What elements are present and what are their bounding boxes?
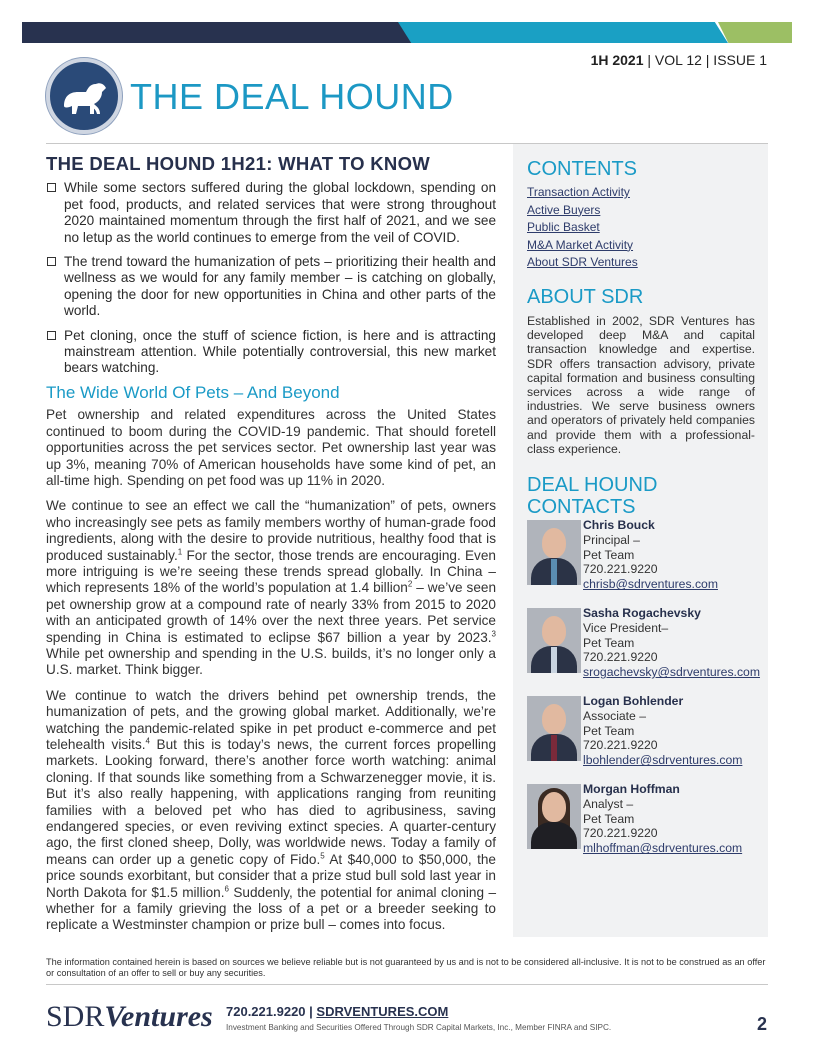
contact-email-link[interactable]: lbohlender@sdrventures.com: [583, 753, 743, 768]
key-points-list: [46, 180, 496, 376]
paragraph-1: Pet ownership and related expenditures across the United States continued to boom during the COVID-19 pandemic. That should foretell opportunities across the pet services sector. Pet ownership last year was up 3%, meaning 70% of American households have some kind of pet, an all-time high. Spending on pet food was up 11% in 2020.: [46, 407, 496, 488]
contents-link-active-buyers[interactable]: Active Buyers: [527, 202, 601, 217]
avatar: [527, 784, 581, 849]
contact-card: Chris Bouck Principal – Pet Team 720.221.9220 chrisb@sdrventures.com: [527, 518, 755, 606]
newsletter-title: THE DEAL HOUND: [130, 76, 454, 117]
avatar: [527, 608, 581, 673]
article-heading: THE DEAL HOUND 1H21: WHAT TO KNOW: [46, 153, 431, 174]
about-text: Established in 2002, SDR Ventures has developed deep M&A and capital transaction knowledge and expertise. SDR offers transaction advisory, private capital formation and business consulting services across a wide range of industries. We serve business owners and operators of privately held companies and provide them with a professional-class experience.: [527, 313, 755, 456]
section-subheading: The Wide World Of Pets – And Beyond: [46, 382, 340, 402]
list-item: Pet cloning, once the stuff of science fiction, is here and is attracting mainstream attention. While potentially controversial, this new market bears watching.: [46, 328, 496, 377]
list-item: While some sectors suffered during the global lockdown, spending on pet food, products, and related services that were strong throughout 2020 maintained momentum through the first half of 2021, and we see no letup as the world continues to emerge from the veil of COVID.: [46, 180, 496, 246]
contact-email-link[interactable]: mlhoffman@sdrventures.com: [583, 841, 743, 856]
contents-link-about-sdr[interactable]: About SDR Ventures: [527, 255, 638, 270]
disclaimer: The information contained herein is based on sources we believe reliable but is not guaranteed by us and is not to be considered all-inclusive. It is not to be construed as an offer or consultation of an offer to sell or buy any securities.: [46, 957, 766, 978]
contact-card: Logan Bohlender Associate – Pet Team 720.221.9220 lbohlender@sdrventures.com: [527, 694, 755, 782]
checkbox-bullet-icon: [47, 331, 56, 340]
footer-contact: 720.221.9220 | SDRVENTURES.COM: [226, 1004, 449, 1019]
contact-card: Morgan Hoffman Analyst – Pet Team 720.221.9220 mlhoffman@sdrventures.com: [527, 782, 755, 870]
contents-link-ma-market-activity[interactable]: M&A Market Activity: [527, 237, 634, 252]
footer-phone: 720.221.9220: [226, 1004, 306, 1019]
footer-legal-note: Investment Banking and Securities Offered Through SDR Capital Markets, Inc., Member FINRA and SIPC.: [226, 1023, 612, 1032]
sidebar: [513, 144, 768, 937]
contact-email-link[interactable]: chrisb@sdrventures.com: [583, 577, 718, 592]
footer-divider: [46, 984, 768, 985]
checkbox-bullet-icon: [47, 257, 56, 266]
list-item: The trend toward the humanization of pets – prioritizing their health and wellness as we would for any family member – is catching on globally, opening the door for new opportunities in China and other parts of the world.: [46, 254, 496, 320]
header-stripe-teal: [398, 22, 728, 43]
footer-website-link[interactable]: SDRVENTURES.COM: [316, 1004, 449, 1019]
page-number: 2: [756, 1014, 767, 1034]
sdr-ventures-logo: SDRVentures: [46, 1000, 213, 1033]
contents-heading: CONTENTS: [527, 158, 637, 180]
avatar: [527, 520, 581, 585]
issue-label: 1H 2021 | VOL 12 | ISSUE 1: [590, 52, 767, 68]
dog-logo-icon: [46, 58, 122, 134]
about-heading: ABOUT SDR: [527, 285, 644, 308]
header-stripe-green: [718, 22, 792, 43]
contents-link-transaction-activity[interactable]: Transaction Activity: [527, 185, 630, 199]
paragraph-3: We continue to watch the drivers behind pet ownership trends, the humanization of pets, and the growing global market. Additionally, we’re watching the pandemic-related spike in pet product e-commerce and pet telehealth visits.$^4$ But this is today’s news, the current forces propelling markets. Looking forward, there’s another force worth watching: animal cloning. If that sounds like something from a Schwarzenegger movie, it is. But it’s also really happening, with applications ranging from reuniting families with a beloved pet who has died to agribusiness, saving endangered species, or even reviving extinct species. A quarter-century ago, the first cloned sheep, Dolly, was worldwide news. Today a family of means can order up a genetic copy of Fido.$^5$ At $40,000 to $50,000, the price sounds exorbitant, but consider that a prize stud bull sold last year in North Dakota for $1.5 million.$^6$ Suddenly, the potential for animal cloning – whether for a family grieving the loss of a pet or a breeder seeking to replicate a Westminster champion or prize bull – comes into focus.: [46, 687, 497, 933]
header-stripe-navy: [22, 22, 420, 43]
contacts-heading: DEAL HOUND CONTACTS: [527, 474, 658, 518]
main-article: [46, 153, 497, 943]
contacts-list: [527, 518, 760, 870]
contact-email-link[interactable]: srogachevsky@sdrventures.com: [583, 665, 760, 680]
paragraph-2: We continue to see an effect we call the “humanization” of pets, owners who increasingly see pets as family members worthy of human-grade food ingredients, along with the desire to provide nutritious, healthy food that is produced sustainably.$^1$ For the sector, those trends are encouraging. Even more intriguing is we’re seeing these trends spread globally. In China – which represents 18% of the world’s population at 1.4 billion$^2$ – we’ve seen pet ownership grow at a compound rate of nearly 33% from 2015 to 2020 with an anticipated growth of 14% over the next three years. Pet service spending in China is estimated to eclipse $67 billion a year by 2023.$^3$ While pet ownership and spending in the U.S. builds, it’s no longer only a U.S. market. Think bigger.: [46, 498, 497, 678]
contents-list: [527, 184, 755, 272]
contact-card: Sasha Rogachevsky Vice President– Pet Team 720.221.9220 srogachevsky@sdrventures.com: [527, 606, 755, 694]
avatar: [527, 696, 581, 761]
checkbox-bullet-icon: [47, 183, 56, 192]
contents-link-public-basket[interactable]: Public Basket: [527, 220, 600, 235]
